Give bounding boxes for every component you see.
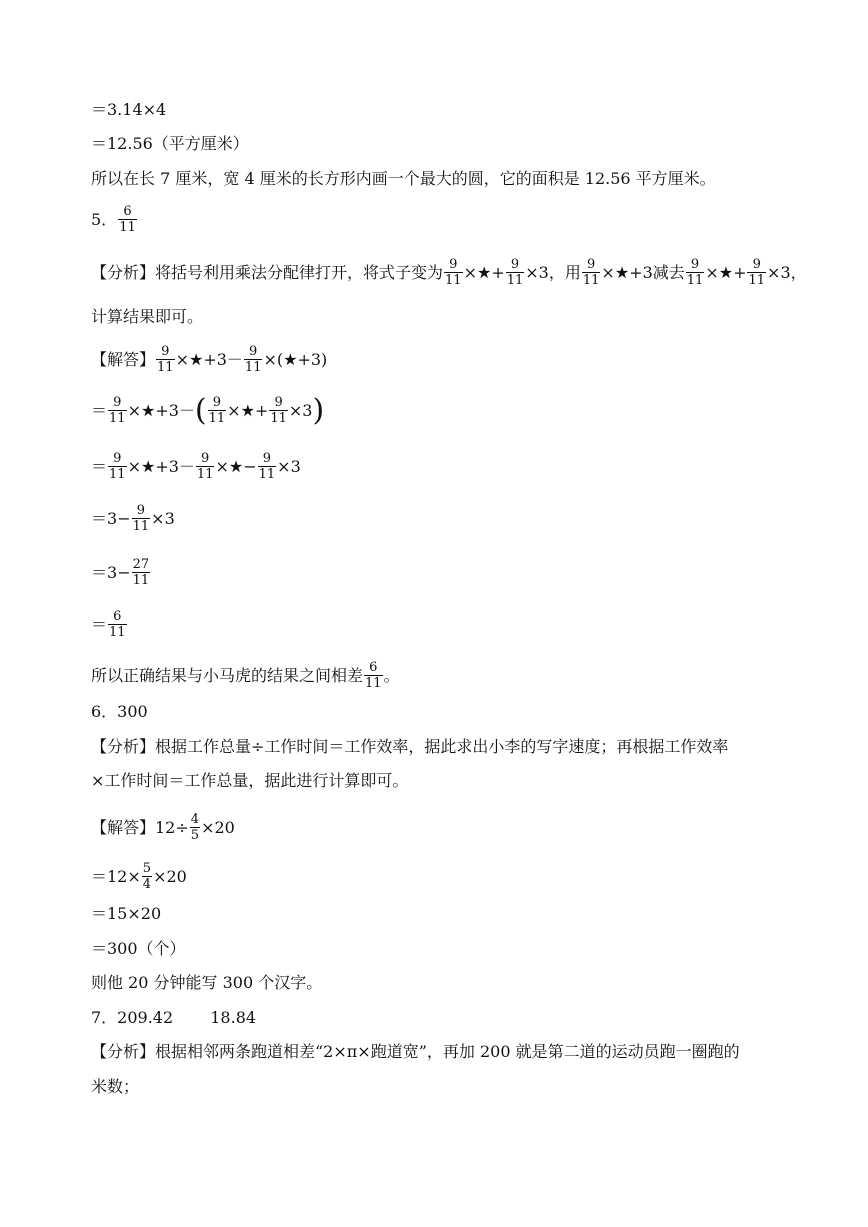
analysis-text: ，: [790, 262, 807, 282]
expr-text: ×★+3: [175, 349, 227, 369]
text-line: 6．300: [91, 702, 148, 721]
expr-text: ×★+3: [127, 456, 179, 476]
denominator: 11: [686, 273, 704, 288]
fraction: [108, 451, 127, 482]
expr-text: ×3: [525, 262, 549, 282]
denominator: 11: [582, 273, 600, 288]
denominator: 11: [157, 360, 174, 375]
expr-text: ×★+3: [601, 262, 653, 282]
fraction: [156, 344, 175, 375]
expr-text: ×3: [288, 400, 313, 420]
text-line: ×工作时间＝工作总量，据此进行计算即可。: [91, 771, 409, 790]
text-line: ＝300（个）: [91, 939, 186, 958]
numerator: 5: [142, 861, 152, 876]
solution-label: 【解答】: [91, 349, 156, 369]
paren-close: ): [312, 392, 325, 428]
expr-text: ×★−: [215, 456, 257, 476]
expr-text: ×20: [201, 817, 235, 837]
numerator: 9: [690, 257, 700, 272]
q6-solution-line: [91, 861, 187, 892]
expr-text: ×★+: [705, 262, 747, 282]
fraction: [506, 257, 525, 288]
numerator: 6: [113, 609, 122, 624]
fraction: [142, 861, 152, 892]
paren-open: (: [194, 392, 207, 428]
denominator: 11: [244, 360, 262, 375]
denominator: 4: [142, 877, 152, 892]
denominator: 11: [365, 676, 382, 691]
fraction: [208, 395, 227, 426]
expr-text: －: [226, 349, 243, 369]
q5-solution-line: [91, 344, 327, 375]
numerator: 9: [113, 451, 122, 466]
numerator: 9: [510, 257, 520, 272]
denominator: 11: [196, 467, 214, 482]
q5-answer: [91, 204, 138, 235]
numerator: 9: [113, 395, 122, 410]
denominator: 11: [109, 411, 126, 426]
expr-text: ＝: [91, 508, 108, 528]
analysis-text: ，用: [548, 262, 581, 282]
denominator: 11: [119, 220, 136, 235]
denominator: 11: [109, 625, 126, 640]
fraction: [196, 451, 215, 482]
expr-text: ×(★+3): [263, 349, 328, 369]
denominator: 11: [748, 273, 766, 288]
solution-label: 【解答】12÷: [91, 817, 189, 837]
numerator: 9: [136, 503, 146, 518]
numerator: 6: [369, 660, 378, 675]
q5-conclusion: [91, 660, 400, 691]
numerator: 9: [752, 257, 761, 272]
numerator: 27: [132, 557, 150, 572]
denominator: 11: [445, 273, 462, 288]
fraction: [582, 257, 601, 288]
expr-text: ＝: [91, 562, 108, 582]
fraction: [132, 557, 151, 588]
expr-text: ＝: [91, 614, 108, 634]
text-line: 计算结果即可。: [91, 307, 204, 326]
fraction: [258, 451, 277, 482]
text-line: ＝15×20: [91, 904, 162, 923]
numerator: 9: [249, 344, 258, 359]
expr-text: ×3: [151, 508, 175, 528]
denominator: 11: [132, 573, 150, 588]
expr-text: ×★+3: [127, 400, 179, 420]
denominator: 11: [208, 411, 226, 426]
expr-text: 3−: [107, 562, 131, 582]
fraction: [244, 344, 263, 375]
denominator: 5: [190, 828, 200, 843]
conclusion-text: 所以正确结果与小马虎的结果之间相差: [91, 665, 364, 685]
q5-label: 5．: [91, 209, 118, 229]
fraction: [747, 257, 766, 288]
denominator: 11: [258, 467, 276, 482]
numerator: 9: [262, 451, 272, 466]
text-line: 【分析】根据相邻两条跑道相差“2×π×跑道宽”，再加 200 就是第二道的运动员跑一圈跑的: [91, 1042, 740, 1061]
numerator: 9: [587, 257, 596, 272]
numerator: 9: [201, 451, 210, 466]
fraction: [444, 257, 463, 288]
text-line: 7．209.42 18.84: [91, 1008, 257, 1027]
numerator: 9: [161, 344, 170, 359]
fraction: [108, 395, 127, 426]
denominator: 11: [506, 273, 524, 288]
fraction: [132, 503, 151, 534]
expr-text: ＝12×: [91, 866, 141, 886]
text-line: 则他 20 分钟能写 300 个汉字。: [91, 973, 323, 992]
numerator: 4: [190, 812, 200, 827]
text-line: ＝3.14×4: [91, 100, 167, 119]
q5-solution-line: [91, 557, 151, 588]
q5-solution-line: [91, 503, 175, 534]
q5-solution-line: [91, 392, 325, 428]
expr-text: 3−: [107, 508, 131, 528]
expr-text: ×★+: [227, 400, 269, 420]
fraction: [108, 609, 127, 640]
text-line: 【分析】根据工作总量÷工作时间＝工作效率，据此求出小李的写字速度；再根据工作效率: [91, 737, 729, 756]
fraction: [190, 812, 200, 843]
analysis-text: 减去: [652, 262, 685, 282]
expr-text: ＝: [91, 400, 108, 420]
text-line: ＝12.56（平方厘米）: [91, 134, 249, 153]
denominator: 11: [270, 411, 287, 426]
expr-text: ×20: [153, 866, 187, 886]
expr-text: ×3: [767, 262, 791, 282]
expr-text: ＝: [91, 456, 108, 476]
q5-analysis: [91, 257, 807, 288]
text-line: 所以在长 7 厘米，宽 4 厘米的长方形内画一个最大的圆，它的面积是 12.56 平方厘米。: [91, 169, 716, 188]
expr-text: －: [178, 456, 195, 476]
numerator: 6: [123, 204, 132, 219]
fraction: [364, 660, 383, 691]
analysis-text: 【分析】将括号利用乘法分配律打开，将式子变为: [91, 262, 444, 282]
text-line: 米数；: [91, 1077, 140, 1096]
expr-text: ×★+: [463, 262, 505, 282]
numerator: 9: [449, 257, 458, 272]
numerator: 9: [212, 395, 222, 410]
q6-solution-line: [91, 812, 235, 843]
fraction: [269, 395, 288, 426]
fraction: [686, 257, 705, 288]
denominator: 11: [109, 467, 126, 482]
expr-text: －: [178, 400, 195, 420]
q5-solution-line: [91, 609, 128, 640]
numerator: 9: [274, 395, 283, 410]
expr-text: ×3: [277, 456, 301, 476]
fraction: [118, 204, 137, 235]
q5-solution-line: [91, 451, 301, 482]
conclusion-text: 。: [383, 665, 400, 685]
denominator: 11: [132, 519, 150, 534]
